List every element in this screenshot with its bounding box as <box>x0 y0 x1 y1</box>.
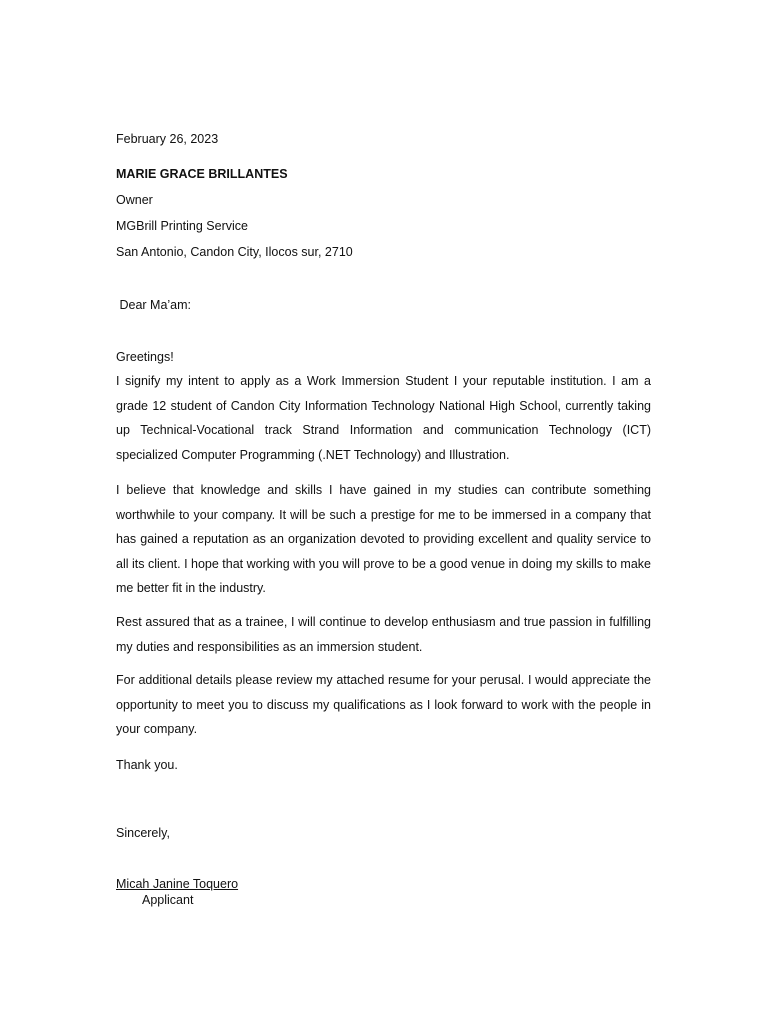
body-paragraph-2: I believe that knowledge and skills I have gained in my studies can contribute something worthwhile to your company. It will be such a prestige for me to be immersed in a company that has gained a reputation as an organization devoted to providing excellent and quality service to all its client. I hope that working with you will prove to be a good venue in doing my skills to make me better fit in the industry. <box>116 483 651 595</box>
recipient-name: MARIE GRACE BRILLANTES <box>116 167 288 181</box>
body-paragraph-4: For additional details please review my attached resume for your perusal. I would appreciate the opportunity to meet you to discuss my qualifications as I look forward to work with the people in your company. <box>116 673 651 736</box>
closing: Sincerely, <box>116 826 170 840</box>
body-paragraph-3: Rest assured that as a trainee, I will continue to develop enthusiasm and true passion in fulfilling my duties and responsibilities as an immersion student. <box>116 615 651 654</box>
letter-date: February 26, 2023 <box>116 132 219 146</box>
greeting: Greetings! <box>116 350 174 364</box>
signature-name: Micah Janine Toquero <box>116 877 239 891</box>
signature-role: Applicant <box>142 893 194 907</box>
thank-you: Thank you. <box>116 758 178 772</box>
recipient-title: Owner <box>116 193 153 207</box>
salutation: Dear Ma’am: <box>116 298 192 312</box>
recipient-company: MGBrill Printing Service <box>116 219 248 233</box>
recipient-address: San Antonio, Candon City, Ilocos sur, 2710 <box>116 245 353 259</box>
body-paragraph-1: I signify my intent to apply as a Work Immersion Student I your reputable institution. I am a grade 12 student of Candon City Information Technology National High School, currently taking up Technical-Vocational track Strand Information and communication Technology (ICT) specialized Computer Programming (.NET Technology) and Illustration. <box>116 374 651 462</box>
